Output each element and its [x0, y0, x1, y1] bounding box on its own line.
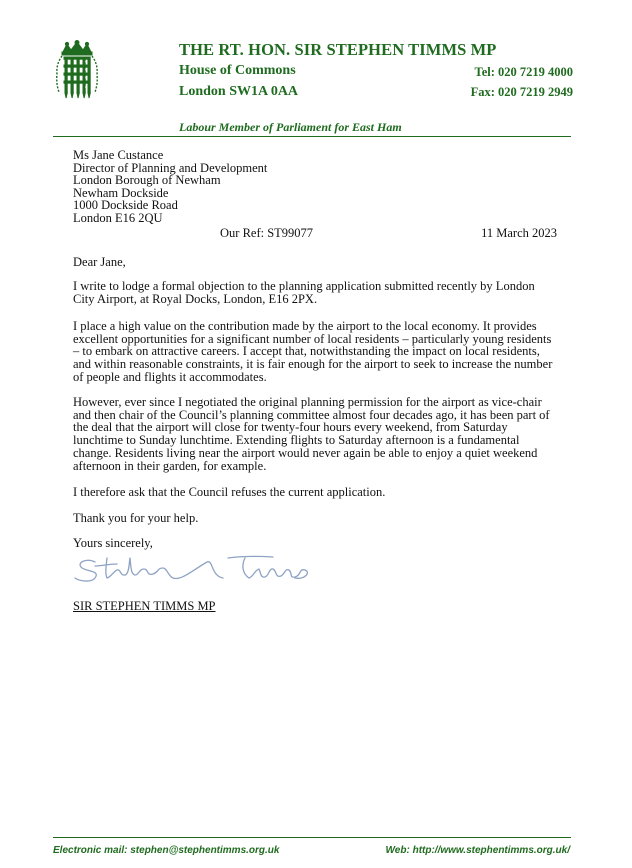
portcullis-icon — [53, 40, 101, 102]
address-line: Newham Dockside — [73, 185, 169, 200]
salutation: Dear Jane, — [73, 255, 126, 269]
header-divider — [53, 136, 571, 137]
signature — [73, 548, 318, 588]
address-line: London E16 2QU — [73, 210, 163, 225]
address-line: 1000 Dockside Road — [73, 198, 178, 213]
address-line: Ms Jane Custance — [73, 148, 164, 162]
address-line: London Borough of Newham — [73, 173, 221, 188]
signatory-name: SIR STEPHEN TIMMS MP — [73, 599, 216, 613]
letterhead-name: THE RT. HON. SIR STEPHEN TIMMS MP — [179, 40, 497, 59]
letterhead-tel: Tel: 020 7219 4000 — [474, 65, 573, 79]
letter-date: 11 March 2023 — [481, 226, 557, 240]
address-line: Director of Planning and Development — [73, 160, 268, 175]
body-paragraph: I place a high value on the contribution made by the airport to the local economy. It provides excellent opportunities for a significant number of local residents – particularly young residents – to embark on attractive careers. I accept that, notwithstanding the impact on local residents, and within reasonable constraints, it is fair enough for the airport to seek to increase the number of people and flights it accommodates. — [73, 319, 553, 384]
body-paragraph: Thank you for your help. — [73, 511, 199, 525]
letterhead-fax: Fax: 020 7219 2949 — [470, 85, 573, 99]
footer-divider — [53, 837, 571, 838]
our-reference: Our Ref: ST99077 — [220, 226, 314, 240]
party-line: Labour Member of Parliament for East Ham — [179, 120, 402, 134]
letterhead-city: London SW1A 0AA — [179, 84, 299, 99]
body-paragraph: I write to lodge a formal objection to the planning application submitted recently by London City Airport, at Royal Docks, London, E16 2PX. — [73, 279, 535, 306]
recipient-address — [73, 149, 267, 225]
footer-email: Electronic mail: stephen@stephentimms.org.uk — [53, 845, 280, 856]
footer-web: Web: http://www.stephentimms.org.uk/ — [385, 845, 570, 856]
letterhead-house: House of Commons — [179, 63, 296, 78]
body-paragraph: I therefore ask that the Council refuses the current application. — [73, 485, 386, 499]
body-paragraph: However, ever since I negotiated the original planning permission for the airport as vice-chair and then chair of the Council’s planning committee almost four decades ago, it has been part of the deal that the airport will close for twenty-four hours every weekend, from Saturday lunchtime to Sunday lunchtime. Extending flights to Saturday afternoon is a fundamental change. Residents living near the airport would never again be able to enjoy a quiet weekend afternoon in their garden, for example. — [73, 395, 550, 473]
closing: Yours sincerely, — [73, 536, 153, 550]
